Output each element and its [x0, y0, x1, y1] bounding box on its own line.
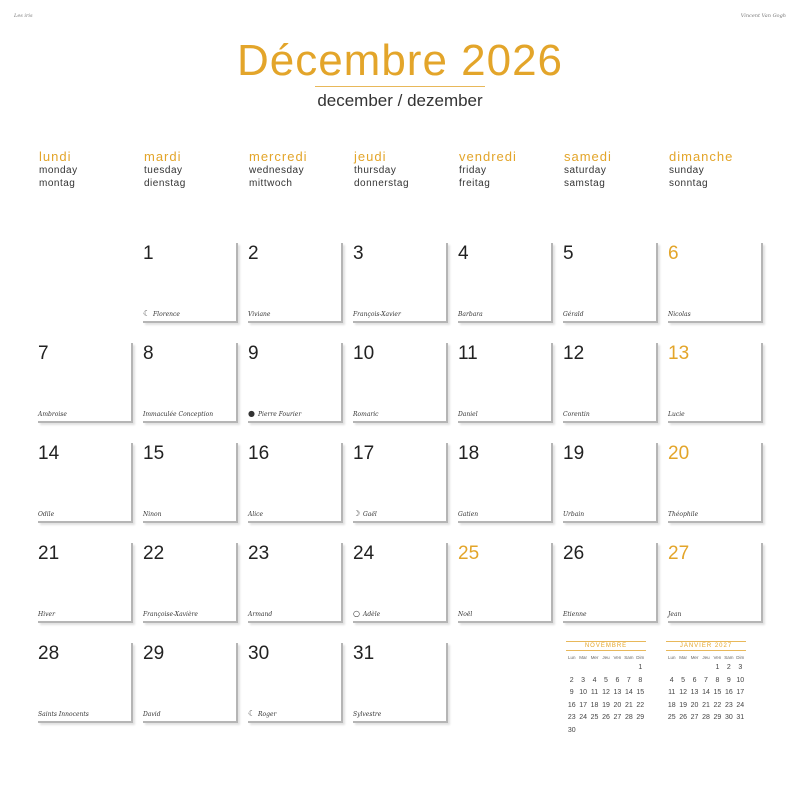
- mini-day: [666, 662, 677, 675]
- mini-day: 6: [615, 676, 620, 684]
- day-cell[interactable]: [143, 243, 238, 323]
- saint-label: Romaric: [353, 411, 379, 418]
- mini-day: [700, 662, 711, 675]
- day-number: 7: [38, 343, 49, 364]
- saint-label: Daniel: [458, 411, 478, 418]
- saint-label: Noël: [458, 611, 473, 618]
- saint-label: Adèle: [363, 610, 381, 618]
- mini-day: 12: [679, 689, 688, 696]
- mini-day: 23: [724, 701, 733, 709]
- saint-label: Corentin: [563, 411, 590, 418]
- day-number: 21: [38, 543, 60, 564]
- weekday-french: dimanche: [669, 149, 734, 164]
- day-number: 18: [458, 443, 480, 464]
- saint-name: [563, 311, 584, 318]
- saint-name: [563, 411, 590, 418]
- mini-day: 20: [690, 701, 699, 709]
- saint-name: [248, 311, 270, 318]
- day-number: 1: [143, 243, 154, 264]
- saint-label: Gérald: [563, 311, 584, 318]
- last-quarter-icon: ☾: [248, 709, 256, 718]
- day-cell[interactable]: [668, 243, 763, 323]
- mini-calendar-title: JANVIER 2027: [666, 641, 746, 651]
- day-number: 25: [458, 543, 480, 564]
- mini-day: 7: [626, 676, 631, 684]
- weekday-german: dienstag: [144, 178, 186, 189]
- mini-day: 5: [681, 676, 686, 684]
- saint-label: Florence: [153, 310, 180, 318]
- saint-label: François-Xavier: [353, 311, 401, 318]
- mini-day: 3: [581, 676, 586, 684]
- saint-name: [458, 311, 483, 318]
- page-subtitle: december / dezember: [317, 91, 483, 110]
- day-cell[interactable]: [563, 543, 658, 623]
- mini-day: 13: [690, 689, 699, 696]
- weekday-tuesday: [144, 149, 244, 190]
- day-number: 6: [668, 243, 679, 264]
- day-number: 16: [248, 443, 270, 464]
- saint-label: Sylvestre: [353, 711, 382, 718]
- day-number: 12: [563, 343, 585, 364]
- saint-name: [248, 511, 263, 518]
- saint-name: [458, 611, 472, 618]
- saint-label: Viviane: [248, 311, 271, 318]
- weekday-german: sonntag: [669, 178, 709, 189]
- mini-day: 25: [590, 714, 599, 721]
- day-cell[interactable]: [143, 443, 238, 523]
- mini-day: 15: [636, 689, 645, 696]
- day-number: 14: [38, 443, 60, 464]
- day-number: 30: [248, 643, 270, 664]
- mini-day: 16: [724, 689, 733, 696]
- mini-day: 18: [667, 701, 676, 709]
- day-number: 26: [563, 543, 585, 564]
- mini-calendar-grid: [666, 653, 746, 725]
- mini-day: 17: [736, 689, 745, 696]
- weekday-french: lundi: [39, 149, 72, 164]
- mini-day: 24: [579, 714, 588, 721]
- mini-day: 3: [738, 664, 743, 671]
- day-cell[interactable]: [353, 643, 448, 723]
- saint-label: Armand: [248, 611, 273, 618]
- mini-weekday-label: Sam: [624, 655, 634, 660]
- mini-day: [677, 662, 688, 675]
- mini-day: 7: [704, 676, 708, 684]
- mini-day: 26: [679, 714, 688, 721]
- saint-name: [38, 611, 55, 618]
- weekday-wednesday: [249, 149, 349, 190]
- saint-name: [668, 311, 691, 318]
- mini-calendar-next: [666, 641, 746, 725]
- weekday-german: freitag: [459, 178, 491, 189]
- mini-day: 11: [590, 689, 599, 696]
- day-cell[interactable]: [668, 343, 763, 423]
- mini-day: 4: [592, 676, 597, 684]
- mini-calendar-title: NOVEMBRE: [566, 641, 646, 651]
- mini-day: 2: [726, 664, 731, 671]
- mini-day: 16: [567, 701, 576, 709]
- mini-day: 13: [613, 689, 622, 696]
- mini-weekday-label: Dim: [736, 655, 745, 660]
- mini-weekday-label: Mar: [579, 655, 587, 660]
- weekday-english: saturday: [564, 165, 607, 176]
- day-number: 31: [353, 643, 375, 664]
- saint-name: [668, 511, 698, 518]
- day-number: 17: [353, 443, 375, 464]
- saint-label: Françoise-Xavière: [143, 611, 198, 618]
- day-cell[interactable]: [38, 543, 133, 623]
- day-number: 3: [353, 243, 364, 264]
- mini-day: 10: [736, 676, 745, 684]
- mini-day: [589, 662, 600, 675]
- saint-label: Odile: [38, 511, 55, 518]
- saint-name: [458, 411, 478, 418]
- saint-name: [353, 311, 401, 318]
- saint-name: [248, 611, 272, 618]
- mini-day: 14: [702, 689, 710, 696]
- day-number: 8: [143, 343, 154, 364]
- mini-day: 9: [726, 676, 731, 684]
- mini-weekday-label: Lun: [667, 655, 676, 660]
- mini-day: 1: [715, 664, 720, 671]
- day-cell[interactable]: [143, 643, 238, 723]
- mini-day: 21: [702, 701, 710, 709]
- mini-day: 27: [613, 714, 622, 721]
- saint-label: Immaculée Conception: [143, 411, 214, 418]
- saint-label: Barbara: [458, 311, 483, 318]
- mini-day: 30: [567, 726, 576, 734]
- saint-name: [458, 511, 478, 518]
- weekday-monday: [39, 149, 139, 190]
- mini-day: 29: [713, 714, 722, 721]
- mini-day: 30: [724, 714, 733, 721]
- saint-name: [248, 710, 276, 718]
- weekday-french: vendredi: [459, 149, 517, 164]
- mini-day: 31: [736, 714, 745, 721]
- saint-label: Ninon: [143, 511, 162, 518]
- day-cell[interactable]: [143, 543, 238, 623]
- day-number: 11: [458, 343, 478, 364]
- weekday-sunday: [669, 149, 769, 190]
- saint-name: [563, 611, 587, 618]
- day-cell[interactable]: [458, 343, 553, 423]
- mini-day: 19: [679, 701, 688, 709]
- saint-name: [143, 711, 161, 718]
- saint-name: [143, 511, 162, 518]
- mini-day: 28: [702, 714, 710, 721]
- weekday-french: mercredi: [249, 149, 308, 164]
- mini-day: [577, 725, 588, 738]
- mini-day: 26: [602, 714, 610, 721]
- saint-label: Lucie: [668, 411, 685, 418]
- mini-day: 14: [624, 689, 633, 696]
- weekday-german: montag: [39, 178, 76, 189]
- saint-name: [143, 611, 198, 618]
- mini-day: 29: [636, 714, 645, 721]
- day-cell[interactable]: [668, 443, 763, 523]
- weekday-english: wednesday: [249, 165, 305, 176]
- day-cell[interactable]: [248, 343, 343, 423]
- weekday-german: samstag: [564, 178, 606, 189]
- day-cell[interactable]: [353, 343, 448, 423]
- saint-label: Roger: [258, 710, 277, 718]
- mini-day: 9: [569, 689, 574, 696]
- weekday-english: monday: [39, 165, 78, 176]
- saint-label: Gaël: [363, 510, 377, 518]
- mini-day: 10: [579, 689, 588, 696]
- weekday-french: samedi: [564, 149, 612, 164]
- mini-day: 15: [713, 689, 722, 696]
- day-number: 2: [248, 243, 259, 264]
- mini-day: 17: [579, 701, 588, 709]
- day-number: 13: [668, 343, 690, 364]
- saint-name: [353, 510, 377, 518]
- saint-label: Hiver: [38, 611, 55, 618]
- saint-label: Alice: [248, 511, 264, 518]
- mini-day: [612, 725, 623, 738]
- mini-weekday-label: Dim: [636, 655, 645, 660]
- mini-day: 4: [669, 676, 674, 684]
- day-number: 20: [668, 443, 690, 464]
- day-cell[interactable]: [248, 543, 343, 623]
- day-cell[interactable]: [353, 543, 448, 623]
- mini-day: [635, 725, 646, 738]
- saint-name: [143, 310, 180, 318]
- day-cell[interactable]: [248, 443, 343, 523]
- saint-label: Jean: [668, 611, 682, 618]
- mini-weekday-label: Sam: [724, 655, 734, 660]
- saint-label: David: [143, 711, 161, 718]
- mini-day: 19: [602, 701, 610, 709]
- page-title: Décembre 2026: [236, 36, 564, 85]
- title-divider: [315, 86, 485, 87]
- mini-weekday-label: Jeu: [702, 655, 710, 660]
- mini-day: 20: [613, 701, 622, 709]
- weekday-german: mittwoch: [249, 178, 293, 189]
- mini-weekday-label: Ven: [713, 655, 722, 660]
- mini-day: [623, 725, 634, 738]
- mini-weekday-label: Ven: [613, 655, 622, 660]
- right-corner-caption: Vincent Van Gogh: [740, 13, 786, 19]
- saint-name: [353, 711, 381, 718]
- weekday-french: mardi: [144, 149, 182, 164]
- mini-weekday-label: Mer: [690, 655, 699, 660]
- day-number: 10: [353, 343, 375, 364]
- saint-label: Etienne: [563, 611, 587, 618]
- day-number: 15: [143, 443, 165, 464]
- saint-label: Pierre Fourier: [258, 410, 302, 418]
- full-moon-icon: ○: [353, 609, 360, 618]
- saint-label: Saints Innocents: [38, 711, 89, 718]
- saint-label: Théophile: [668, 511, 699, 518]
- mini-day: 22: [713, 701, 722, 709]
- mini-day: [589, 725, 600, 738]
- mini-day: [600, 662, 611, 675]
- mini-day: 28: [624, 714, 633, 721]
- day-cell[interactable]: [38, 643, 133, 723]
- mini-day: [600, 725, 611, 738]
- weekday-english: thursday: [354, 165, 397, 176]
- mini-weekday-label: Lun: [567, 655, 576, 660]
- mini-day: 24: [736, 701, 745, 709]
- left-corner-caption: Les iris: [14, 13, 33, 19]
- day-cell[interactable]: [143, 343, 238, 423]
- saint-name: [248, 410, 301, 418]
- day-number: 29: [143, 643, 165, 664]
- mini-day: 21: [624, 701, 633, 709]
- mini-day: 6: [692, 676, 697, 684]
- day-number: 19: [563, 443, 585, 464]
- saint-name: [38, 511, 54, 518]
- day-number: 9: [248, 343, 259, 364]
- mini-day: [623, 662, 634, 675]
- day-cell[interactable]: [458, 443, 553, 523]
- day-number: 24: [353, 543, 375, 564]
- mini-calendar-previous: [566, 641, 646, 737]
- mini-day: 12: [602, 689, 610, 696]
- mini-calendar-grid: [566, 653, 646, 737]
- mini-day: 5: [604, 676, 608, 684]
- mini-day: 1: [638, 664, 643, 671]
- first-quarter-icon: ☽: [353, 509, 361, 518]
- saint-name: [353, 610, 380, 618]
- mini-day: 8: [638, 676, 643, 684]
- saint-name: [668, 411, 685, 418]
- mini-day: [577, 662, 588, 675]
- weekday-saturday: [564, 149, 664, 190]
- mini-day: 22: [636, 701, 645, 709]
- day-cell[interactable]: [38, 343, 133, 423]
- day-number: 28: [38, 643, 60, 664]
- saint-label: Gatien: [458, 511, 479, 518]
- weekday-english: sunday: [669, 165, 705, 176]
- day-cell[interactable]: [353, 243, 448, 323]
- saint-name: [563, 511, 584, 518]
- day-number: 5: [563, 243, 574, 264]
- mini-weekday-label: Mar: [679, 655, 687, 660]
- day-cell[interactable]: [38, 443, 133, 523]
- saint-name: [143, 411, 213, 418]
- mini-day: 27: [690, 714, 699, 721]
- weekday-english: tuesday: [144, 165, 183, 176]
- mini-day: 18: [590, 701, 599, 709]
- saint-name: [668, 611, 681, 618]
- new-moon-icon: ●: [248, 409, 255, 418]
- day-cell[interactable]: [248, 643, 343, 723]
- mini-day: 11: [668, 689, 676, 696]
- weekday-thursday: [354, 149, 454, 190]
- day-number: 22: [143, 543, 165, 564]
- mini-day: [612, 662, 623, 675]
- day-number: 4: [458, 243, 469, 264]
- mini-day: 25: [667, 714, 676, 721]
- weekday-friday: [459, 149, 559, 190]
- day-cell[interactable]: [668, 543, 763, 623]
- saint-label: Ambroise: [38, 411, 67, 418]
- weekday-german: donnerstag: [354, 178, 410, 189]
- mini-day: 8: [715, 676, 720, 684]
- day-cell[interactable]: [458, 543, 553, 623]
- mini-weekday-label: Jeu: [602, 655, 610, 660]
- saint-name: [38, 711, 89, 718]
- mini-day: 23: [567, 714, 576, 721]
- mini-day: [689, 662, 700, 675]
- day-cell[interactable]: [458, 243, 553, 323]
- day-cell[interactable]: [563, 443, 658, 523]
- mini-day: [566, 662, 577, 675]
- weekday-english: friday: [459, 165, 487, 176]
- day-cell[interactable]: [248, 243, 343, 323]
- weekday-french: jeudi: [354, 149, 387, 164]
- day-cell[interactable]: [353, 443, 448, 523]
- mini-weekday-label: Mer: [590, 655, 599, 660]
- day-number: 27: [668, 543, 690, 564]
- mini-day: 2: [569, 676, 574, 684]
- saint-name: [38, 411, 67, 418]
- saint-label: Urbain: [563, 511, 585, 518]
- day-number: 23: [248, 543, 270, 564]
- day-cell[interactable]: [563, 343, 658, 423]
- saint-label: Nicolas: [668, 311, 691, 318]
- day-cell[interactable]: [563, 243, 658, 323]
- last-quarter-icon: ☾: [143, 309, 151, 318]
- saint-name: [353, 411, 379, 418]
